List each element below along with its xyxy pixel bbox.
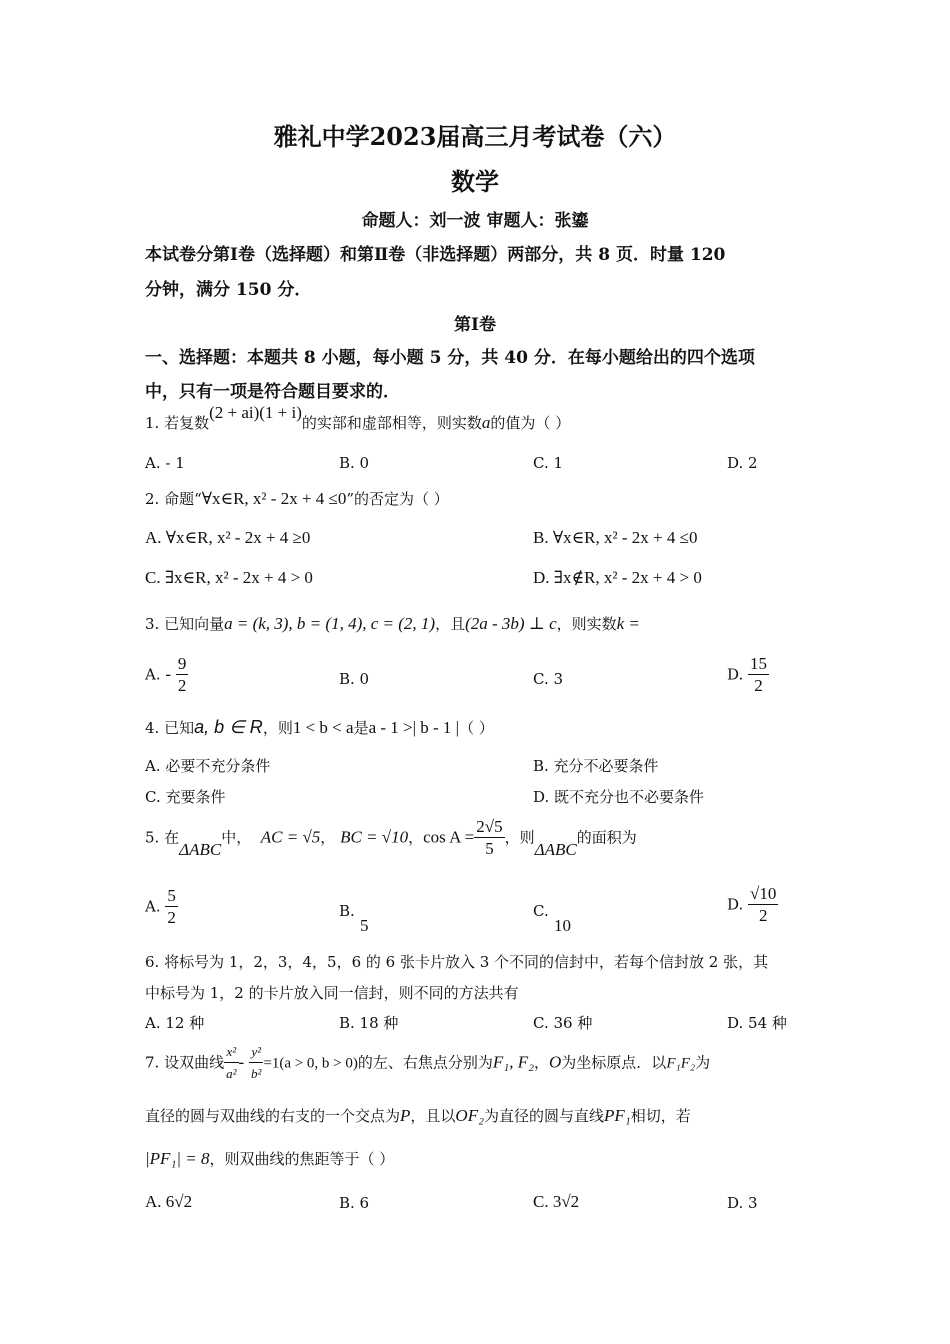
q5-option-c[interactable]	[533, 902, 571, 935]
authors-line: 命题人：刘一波 审题人：张鎏	[361, 211, 589, 231]
exam-title: 雅礼中学2023届高三月考试卷（六）	[273, 122, 677, 151]
q5-option-b-label: B.	[339, 902, 355, 920]
q2-option-b[interactable]: B. ∀x∈R, x² - 2x + 4 ≤0	[533, 528, 698, 547]
q7-option-c[interactable]: C. 3√2	[533, 1192, 580, 1211]
q5-triangle-2: ΔABC	[534, 839, 577, 859]
q3-option-a-sign: -	[165, 664, 172, 684]
q7-y-numerator: y²	[249, 1042, 263, 1063]
q6-option-d[interactable]: D. 54 种	[727, 1014, 787, 1032]
q2-option-c[interactable]: C. ∃x∈R, x² - 2x + 4 > 0	[145, 568, 313, 587]
q5-cos-numerator: 2√5	[476, 817, 503, 836]
question-6-line-2: 中标号为 1，2 的卡片放入同一信封，则不同的方法共有	[145, 984, 519, 1002]
intro-line-1: 本试卷分第Ⅰ卷（选择题）和第Ⅱ卷（非选择题）两部分，共 8 页．时量 120	[145, 245, 726, 265]
q5-option-b-value: 5	[360, 916, 369, 935]
q5-option-a-fraction	[165, 886, 178, 929]
q1-option-a[interactable]: A. - 1	[145, 454, 185, 472]
q5-option-c-value: 10	[554, 916, 571, 935]
q2-suffix: ”的否定为（ ）	[346, 490, 449, 508]
q3-mid: ，且	[435, 615, 466, 633]
q5-bc: BC = √10	[340, 827, 409, 847]
q4-option-a[interactable]: A. 必要不充分条件	[145, 757, 271, 775]
q7-x-numerator: x²	[224, 1042, 238, 1063]
q7-x-denominator: a²	[226, 1066, 237, 1081]
q4-condition-1: 1 < b < a	[292, 718, 354, 737]
q7-prefix: 7. 设双曲线	[145, 1053, 225, 1072]
q5-cos-fraction	[474, 817, 504, 860]
q5-suffix: 的面积为	[576, 828, 637, 847]
q6-option-a[interactable]: A. 12 种	[145, 1014, 205, 1032]
q7-line2-a: 直径的圆与双曲线的右支的一个交点为	[145, 1107, 401, 1125]
q3-option-d-label: D.	[727, 665, 744, 684]
q5-prefix: 5. 在	[145, 828, 180, 847]
q4-option-d[interactable]: D. 既不充分也不必要条件	[533, 788, 705, 806]
q5-ac: AC = √5	[260, 827, 321, 847]
q1-expression: (2 + ai)(1 + i)	[209, 403, 302, 422]
q4-condition-2: a - 1 >| b - 1 |	[368, 718, 460, 737]
q3-condition: (2a - 3b) ⊥ c	[465, 614, 557, 633]
q7-mid-4: 为	[695, 1053, 711, 1072]
q5-option-d-label: D.	[727, 895, 744, 914]
question-7-line-1	[145, 1042, 710, 1085]
q7-foci: F₁, F₂	[492, 1052, 534, 1072]
q3-option-a-numerator: 9	[177, 654, 187, 673]
q3-option-b[interactable]: B. 0	[339, 670, 370, 688]
q1-option-d[interactable]: D. 2	[727, 454, 758, 472]
q3-option-d-numerator: 15	[750, 654, 768, 673]
q5-option-c-label: C.	[533, 902, 549, 920]
q2-prefix: 2. 命题“	[145, 490, 202, 508]
q7-option-d[interactable]: D. 3	[727, 1194, 758, 1212]
q7-mid-2: ，	[534, 1053, 550, 1072]
q7-y-fraction	[249, 1042, 263, 1085]
q1-mid: 的实部和虚部相等，则实数	[301, 414, 482, 432]
q5-cos-denominator: 5	[485, 839, 494, 858]
q1-prefix: 1. 若复数	[145, 414, 210, 432]
q3-vectors: a = (k, 3), b = (1, 4), c = (2, 1)	[224, 614, 436, 633]
q3-suffix: ，则实数	[556, 615, 617, 633]
question-2	[145, 488, 449, 509]
q2-option-a[interactable]: A. ∀x∈R, x² - 2x + 4 ≥0	[145, 528, 311, 547]
q3-option-c[interactable]: C. 3	[533, 670, 564, 688]
q7-abs-expression: |PF₁| = 8	[145, 1149, 210, 1168]
q7-origin: O	[549, 1052, 562, 1072]
q2-option-d[interactable]: D. ∃x∉R, x² - 2x + 4 > 0	[533, 568, 702, 587]
q3-prefix: 3. 已知向量	[145, 615, 225, 633]
q5-option-a-denominator: 2	[167, 908, 176, 927]
q1-suffix: 的值为（ ）	[490, 414, 571, 432]
q5-mid-2: ，则	[504, 828, 535, 847]
q5-triangle: ΔABC	[179, 839, 222, 859]
q1-option-b[interactable]: B. 0	[339, 454, 370, 472]
q7-line2-d: 相切，若	[630, 1107, 691, 1125]
q7-mid-1: 的左、右焦点分别为	[357, 1053, 493, 1072]
q7-minus: -	[238, 1052, 245, 1072]
q7-point-p: P	[400, 1106, 411, 1125]
q1-option-c[interactable]: C. 1	[533, 454, 564, 472]
q7-line2-c: 为直径的圆与直线	[484, 1107, 605, 1125]
q5-option-a-numerator: 5	[167, 886, 176, 905]
q4-mid: ，则	[262, 719, 293, 737]
q7-y-denominator: b²	[250, 1066, 262, 1081]
q5-option-d-numerator: √10	[750, 884, 777, 903]
q5-cos-lhs: cos A =	[423, 827, 475, 847]
q3-option-a-fraction	[176, 654, 189, 697]
q7-mid-3: 为坐标原点．以	[561, 1053, 667, 1072]
section-instruction-2: 中，只有一项是符合题目要求的．	[145, 382, 400, 402]
q7-of2: OF₂	[455, 1106, 484, 1125]
q7-line3: ，则双曲线的焦距等于（ ）	[209, 1150, 395, 1168]
q4-option-c[interactable]: C. 充要条件	[145, 788, 226, 806]
q1-variable: a	[481, 413, 491, 432]
part-label: 第Ⅰ卷	[454, 315, 496, 335]
q3-option-a[interactable]	[145, 654, 188, 697]
q4-option-b[interactable]: B. 充分不必要条件	[533, 757, 659, 775]
q3-variable: k =	[616, 614, 640, 633]
q3-option-a-denominator: 2	[177, 676, 187, 695]
q7-option-b[interactable]: B. 6	[339, 1194, 370, 1212]
q5-option-a[interactable]	[145, 886, 178, 929]
q5-option-d-fraction	[748, 884, 778, 927]
question-3	[145, 613, 640, 634]
q5-option-d[interactable]	[727, 884, 778, 927]
section-instruction-1: 一、选择题：本题共 8 小题，每小题 5 分，共 40 分．在每小题给出的四个选项	[145, 348, 755, 368]
q5-mid-1: 中，	[221, 828, 252, 847]
q4-expression: a, b ∈ R	[194, 717, 263, 737]
q7-option-a[interactable]: A. 6√2	[145, 1192, 193, 1211]
question-7-line-3	[145, 1148, 394, 1169]
subject-title: 数学	[451, 167, 499, 196]
q5-comma-2: ，	[408, 828, 424, 847]
q3-option-d-fraction	[748, 654, 769, 697]
q5-option-b[interactable]	[339, 902, 369, 935]
q5-comma-1: ，	[320, 828, 336, 847]
question-7-line-2	[145, 1105, 691, 1126]
q3-option-a-label: A.	[145, 665, 161, 684]
intro-line-2: 分钟，满分 150 分．	[145, 280, 312, 300]
q7-x-fraction	[224, 1042, 238, 1085]
q4-suffix: （ ）	[459, 719, 494, 737]
question-4	[145, 717, 494, 738]
q3-option-d-denominator: 2	[754, 676, 763, 695]
q5-option-a-label: A.	[145, 897, 161, 916]
q5-option-d-denominator: 2	[758, 906, 768, 925]
question-5	[145, 817, 637, 860]
q4-mid-2: 是	[353, 719, 369, 737]
question-6-line-1: 6. 将标号为 1，2，3，4，5，6 的 6 张卡片放入 3 个不同的信封中，若每个信封放 2 张，其	[145, 953, 769, 971]
q7-pf1: PF₁	[604, 1106, 631, 1125]
q7-equation: =1(a > 0, b > 0)	[263, 1055, 358, 1072]
q6-option-c[interactable]: C. 36 种	[533, 1014, 593, 1032]
q2-expression: ∀x∈R, x² - 2x + 4 ≤0	[201, 489, 347, 508]
q6-option-b[interactable]: B. 18 种	[339, 1014, 399, 1032]
q7-f1f2: F₁F₂	[666, 1055, 696, 1072]
q3-option-d[interactable]	[727, 654, 769, 697]
q7-line2-b: ，且以	[410, 1107, 456, 1125]
q4-prefix: 4. 已知	[145, 719, 195, 737]
question-1	[145, 403, 571, 433]
